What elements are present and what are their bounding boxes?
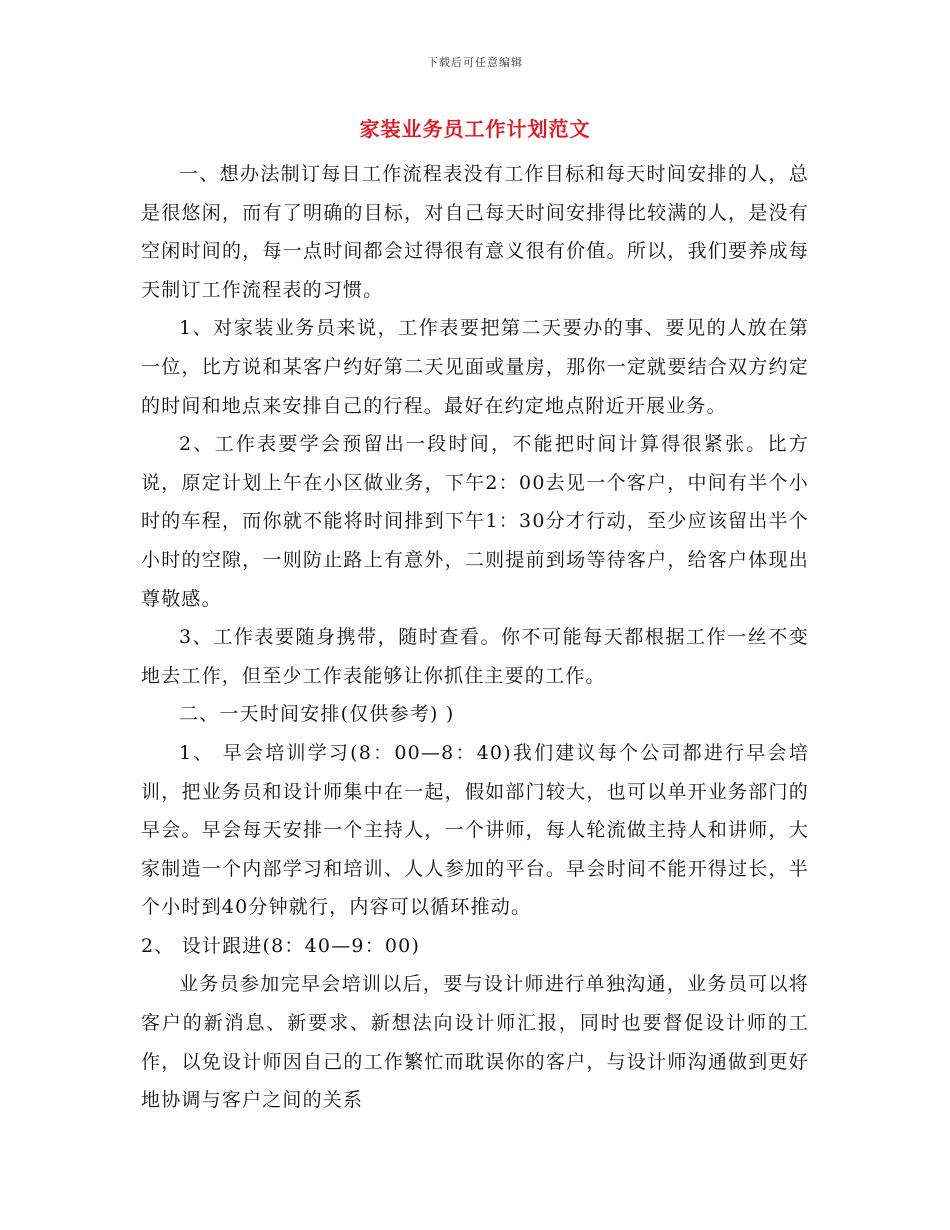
subheading-design-followup: 2、 设计跟进(8：40—9：00) xyxy=(141,934,421,957)
paragraph-point-1: 1、对家装业务员来说，工作表要把第二天要办的事、要见的人放在第一位，比方说和某客户约好第二天见面或量房，那你一定就要结合双方约定的时间和地点来安排自己的行程。最好在约定地点附近开展业务。 xyxy=(141,317,809,417)
page-header-note: 下载后可任意编辑 xyxy=(427,56,523,69)
paragraph-point-2: 2、工作表要学会预留出一段时间，不能把时间计算得很紧张。比方说，原定计划上午在小区做业务，下午2：00去见一个客户，中间有半个小时的车程，而你就不能将时间排到下午1：30分才行动，至少应该留出半个小时的空隙，一则防止路上有意外，二则提前到场等待客户，给客户体现出尊敬感。 xyxy=(141,433,809,610)
paragraph-point-3: 3、工作表要随身携带，随时查看。你不可能每天都根据工作一丝不变地去工作，但至少工作表能够让你抓住主要的工作。 xyxy=(141,626,809,687)
section-heading-schedule: 二、一天时间安排(仅供参考) ) xyxy=(179,703,455,726)
document-body xyxy=(141,155,809,1120)
paragraph-design-followup: 业务员参加完早会培训以后，要与设计师进行单独沟通，业务员可以将客户的新消息、新要求、新想法向设计师汇报，同时也要督促设计师的工作，以免设计师因自己的工作繁忙而耽误你的客户，与设计师沟通做到更好地协调与客户之间的关系 xyxy=(141,973,809,1112)
paragraph-goals-intro: 一、想办法制订每日工作流程表没有工作目标和每天时间安排的人，总是很悠闲，而有了明确的目标，对自己每天时间安排得比较满的人，是没有空闲时间的，每一点时间都会过得很有意义很有价值。所以，我们要养成每天制订工作流程表的习惯。 xyxy=(141,163,809,301)
paragraph-morning-training: 1、 早会培训学习(8：00—8：40)我们建议每个公司都进行早会培训，把业务员和设计师集中在一起，假如部门较大，也可以单开业务部门的早会。早会每天安排一个主持人，一个讲师，每人轮流做主持人和讲师，大家制造一个内部学习和培训、人人参加的平台。早会时间不能开得过长，半个小时到40分钟就行，内容可以循环推动。 xyxy=(141,741,809,919)
document-title: 家装业务员工作计划范文 xyxy=(359,117,591,141)
